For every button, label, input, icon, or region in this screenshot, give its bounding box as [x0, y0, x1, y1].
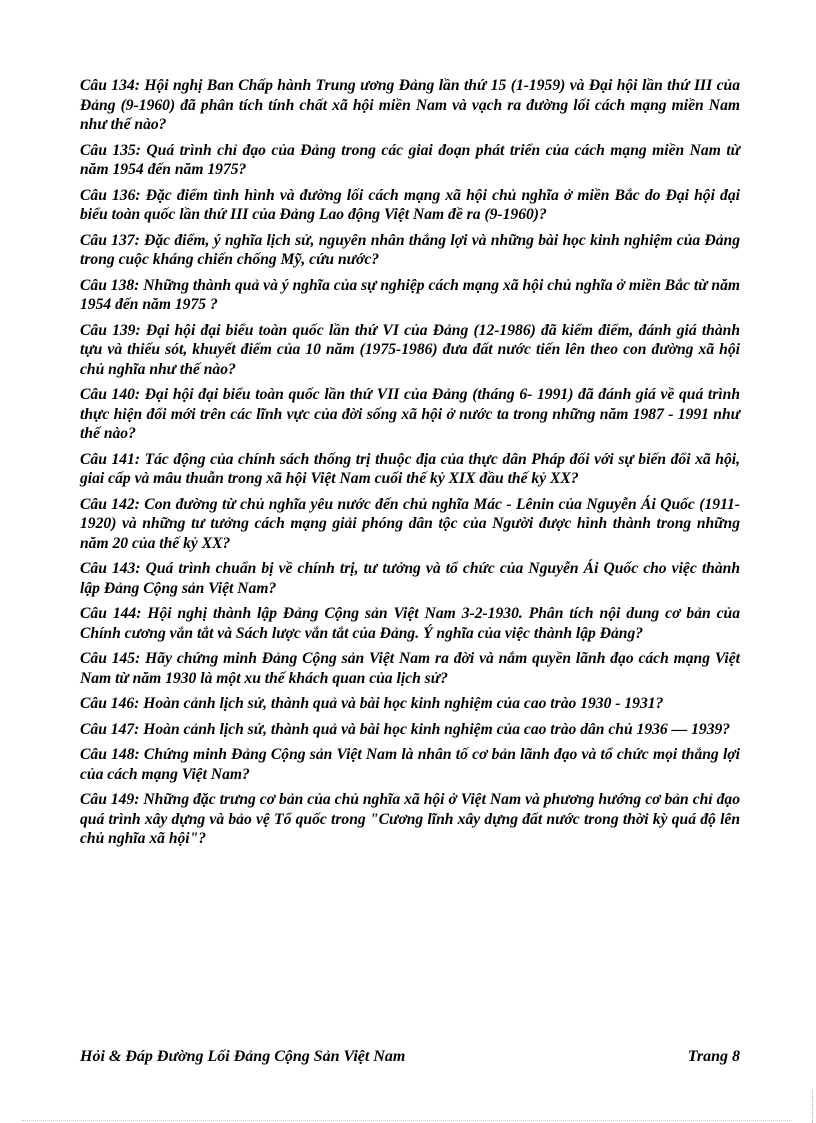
page-number: Trang 8 — [687, 1048, 740, 1065]
question-136: Câu 136: Đặc điểm tình hình và đường lối cách mạng xã hội chủ nghĩa ở miền Bắc do Đại hội đại biểu toàn quốc lần thứ III của Đảng Lao động Việt Nam đề ra (9-1960)? — [80, 186, 740, 223]
page-footer — [80, 1047, 740, 1067]
question-145: Câu 145: Hãy chứng minh Đảng Cộng sản Việt Nam ra đời và nắm quyền lãnh đạo cách mạng Việt Nam từ năm 1930 là một xu thế khách quan của lịch sử? — [80, 650, 740, 687]
question-148: Câu 148: Chứng minh Đảng Cộng sản Việt Nam là nhân tố cơ bản lãnh đạo và tổ chức mọi thắng lợi của cách mạng Việt Nam? — [80, 746, 740, 783]
question-149: Câu 149: Những đặc trưng cơ bản của chủ nghĩa xã hội ở Việt Nam và phương hướng cơ bản chỉ đạo quá trình xây dựng và bảo vệ Tổ quốc trong "Cương lĩnh xây dựng đất nước trong thời kỳ quá độ lên chủ nghĩa xã hội"? — [80, 791, 740, 847]
question-143: Câu 143: Quá trình chuẩn bị về chính trị, tư tưởng và tổ chức của Nguyễn Ái Quốc cho việc thành lập Đảng Cộng sản Việt Nam? — [80, 560, 740, 597]
question-140: Câu 140: Đại hội đại biểu toàn quốc lần thứ VII của Đảng (tháng 6- 1991) đã đánh giá về quá trình thực hiện đổi mới trên các lĩnh vực của đời sống xã hội ở nước ta trong những năm 1987 - 1991 như thế nào? — [80, 386, 740, 442]
question-138: Câu 138: Những thành quả và ý nghĩa của sự nghiệp cách mạng xã hội chủ nghĩa ở miền Bắc từ năm 1954 đến năm 1975 ? — [80, 276, 740, 313]
question-146: Câu 146: Hoàn cảnh lịch sử, thành quả và bài học kinh nghiệm của cao trào 1930 - 1931? — [80, 695, 664, 712]
question-137: Câu 137: Đặc điểm, ý nghĩa lịch sử, nguyên nhân thắng lợi và những bài học kinh nghiệm của Đảng trong cuộc kháng chiến chống Mỹ, cứu nước? — [80, 231, 740, 268]
question-135: Câu 135: Quá trình chỉ đạo của Đảng trong các giai đoạn phát triển của cách mạng miền Nam từ năm 1954 đến năm 1975? — [80, 141, 740, 178]
page-bottom-divider — [22, 1120, 792, 1121]
question-147: Câu 147: Hoàn cảnh lịch sử, thành quả và bài học kinh nghiệm của cao trào dân chủ 1936 — 1939? — [80, 720, 731, 738]
question-144: Câu 144: Hội nghị thành lập Đảng Cộng sản Việt Nam 3-2-1930. Phân tích nội dung cơ bản của Chính cương vắn tắt và Sách lược vắn tắt của Đảng. Ý nghĩa của việc thành lập Đảng? — [80, 605, 740, 642]
document-body — [80, 76, 740, 855]
question-141: Câu 141: Tác động của chính sách thống trị thuộc địa của thực dân Pháp đối với sự biến đổi xã hội, giai cấp và mâu thuẫn trong xã hội Việt Nam cuối thế kỷ XIX đầu thế kỷ XX? — [80, 450, 740, 487]
question-139: Câu 139: Đại hội đại biểu toàn quốc lần thứ VI của Đảng (12-1986) đã kiểm điểm, đánh giá thành tựu và thiếu sót, khuyết điểm của 10 năm (1975-1986) đưa đất nước tiến lên theo con đường xã hội chủ nghĩa như thế nào? — [80, 321, 740, 378]
page-edge-mark — [812, 1090, 813, 1123]
footer-title: Hỏi & Đáp Đường Lối Đảng Cộng Sản Việt Nam — [80, 1048, 406, 1065]
question-142: Câu 142: Con đường từ chủ nghĩa yêu nước đến chủ nghĩa Mác - Lênin của Nguyễn Ái Quốc (1911- 1920) và những tư tưởng cách mạng giải phóng dân tộc của Người được hình thành trong những năm 20 của thế kỷ XX? — [80, 495, 740, 552]
question-134: Câu 134: Hội nghị Ban Chấp hành Trung ương Đảng lần thứ 15 (1-1959) và Đại hội lần thứ III của Đảng (9-1960) đã phân tích tính chất xã hội miền Nam và vạch ra đường lối cách mạng miền Nam như thế nào? — [80, 77, 740, 133]
